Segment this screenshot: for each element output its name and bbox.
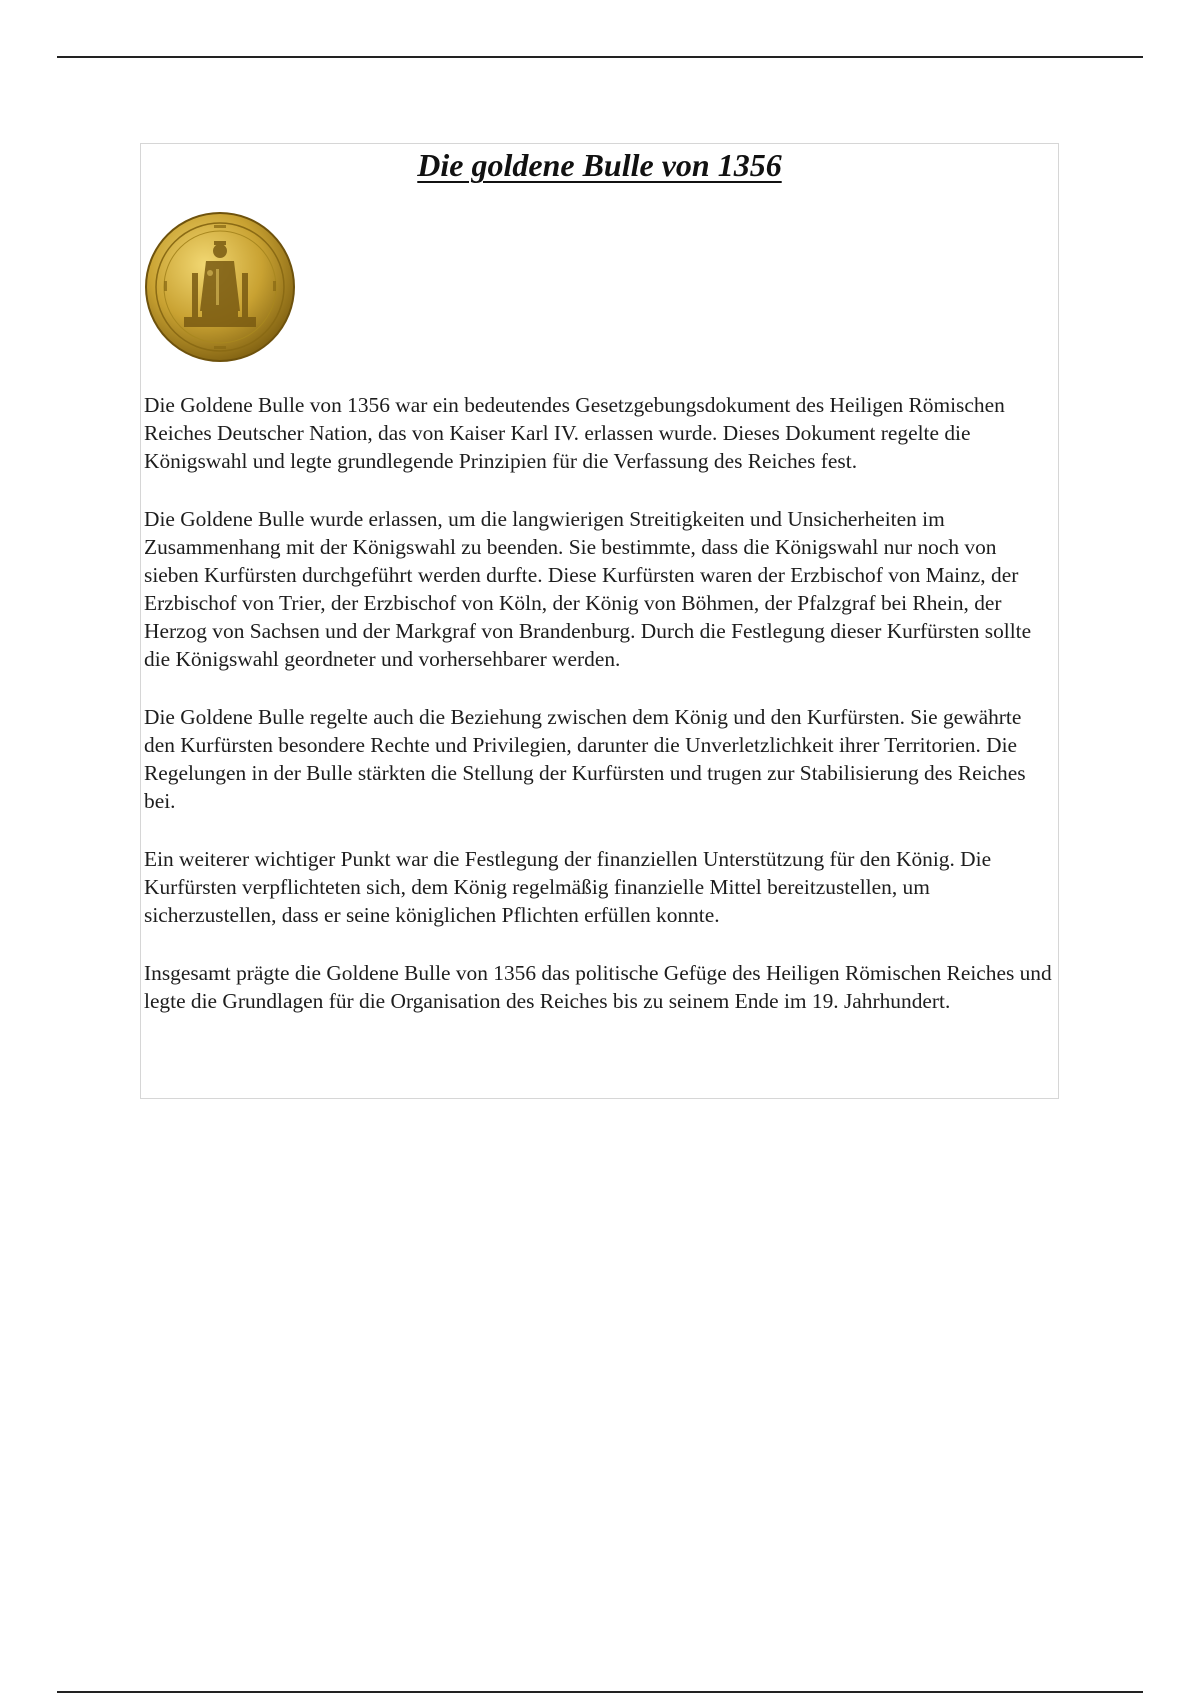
body-text [144, 391, 1056, 1045]
paragraph: Die Goldene Bulle wurde erlassen, um die langwierigen Streitigkeiten und Unsicherheiten im Zusammenhang mit der Königswahl zu beenden. Sie bestimmte, dass die Königswahl nur noch von sieben Kurfürsten durchgeführt werden durfte. Diese Kurfürsten waren der Erzbischof von Mainz, der Erzbischof von Trier, der Erzbischof von Köln, der König von Böhmen, der Pfalzgraf bei Rhein, der Herzog von Sachsen und der Markgraf von Brandenburg. Durch die Festlegung dieser Kurfürsten sollte die Königswahl geordneter und vorhersehbarer werden. [144, 507, 1032, 671]
document-frame [140, 143, 1059, 1099]
paragraph: Ein weiterer wichtiger Punkt war die Festlegung der finanziellen Unterstützung für den König. Die Kurfürsten verpflichteten sich, dem König regelmäßig finanzielle Mittel bereitzustellen, um sicherzustellen, dass er seine königlichen Pflichten erfüllen konnte. [144, 847, 992, 927]
paragraph: Die Goldene Bulle regelte auch die Beziehung zwischen dem König und den Kurfürsten. Sie gewährte den Kurfürsten besondere Rechte und Privilegien, darunter die Unverletzlichkeit ihrer Territorien. Die Regelungen in der Bulle stärkten die Stellung der Kurfürsten und trugen zur Stabilisierung des Reiches bei. [144, 705, 1026, 813]
golden-bull-seal-image [144, 211, 296, 363]
header-rule [57, 56, 1143, 58]
document-title: Die goldene Bulle von 1356 [417, 147, 782, 183]
paragraph: Die Goldene Bulle von 1356 war ein bedeutendes Gesetzgebungsdokument des Heiligen Römischen Reiches Deutscher Nation, das von Kaiser Karl IV. erlassen wurde. Dieses Dokument regelte die Königswahl und legte grundlegende Prinzipien für die Verfassung des Reiches fest. [144, 393, 1005, 473]
footer-rule [57, 1691, 1143, 1693]
paragraph: Insgesamt prägte die Goldene Bulle von 1356 das politische Gefüge des Heiligen Römischen Reiches und legte die Grundlagen für die Organisation des Reiches bis zu seinem Ende im 19. Jahrhundert. [144, 961, 1052, 1013]
